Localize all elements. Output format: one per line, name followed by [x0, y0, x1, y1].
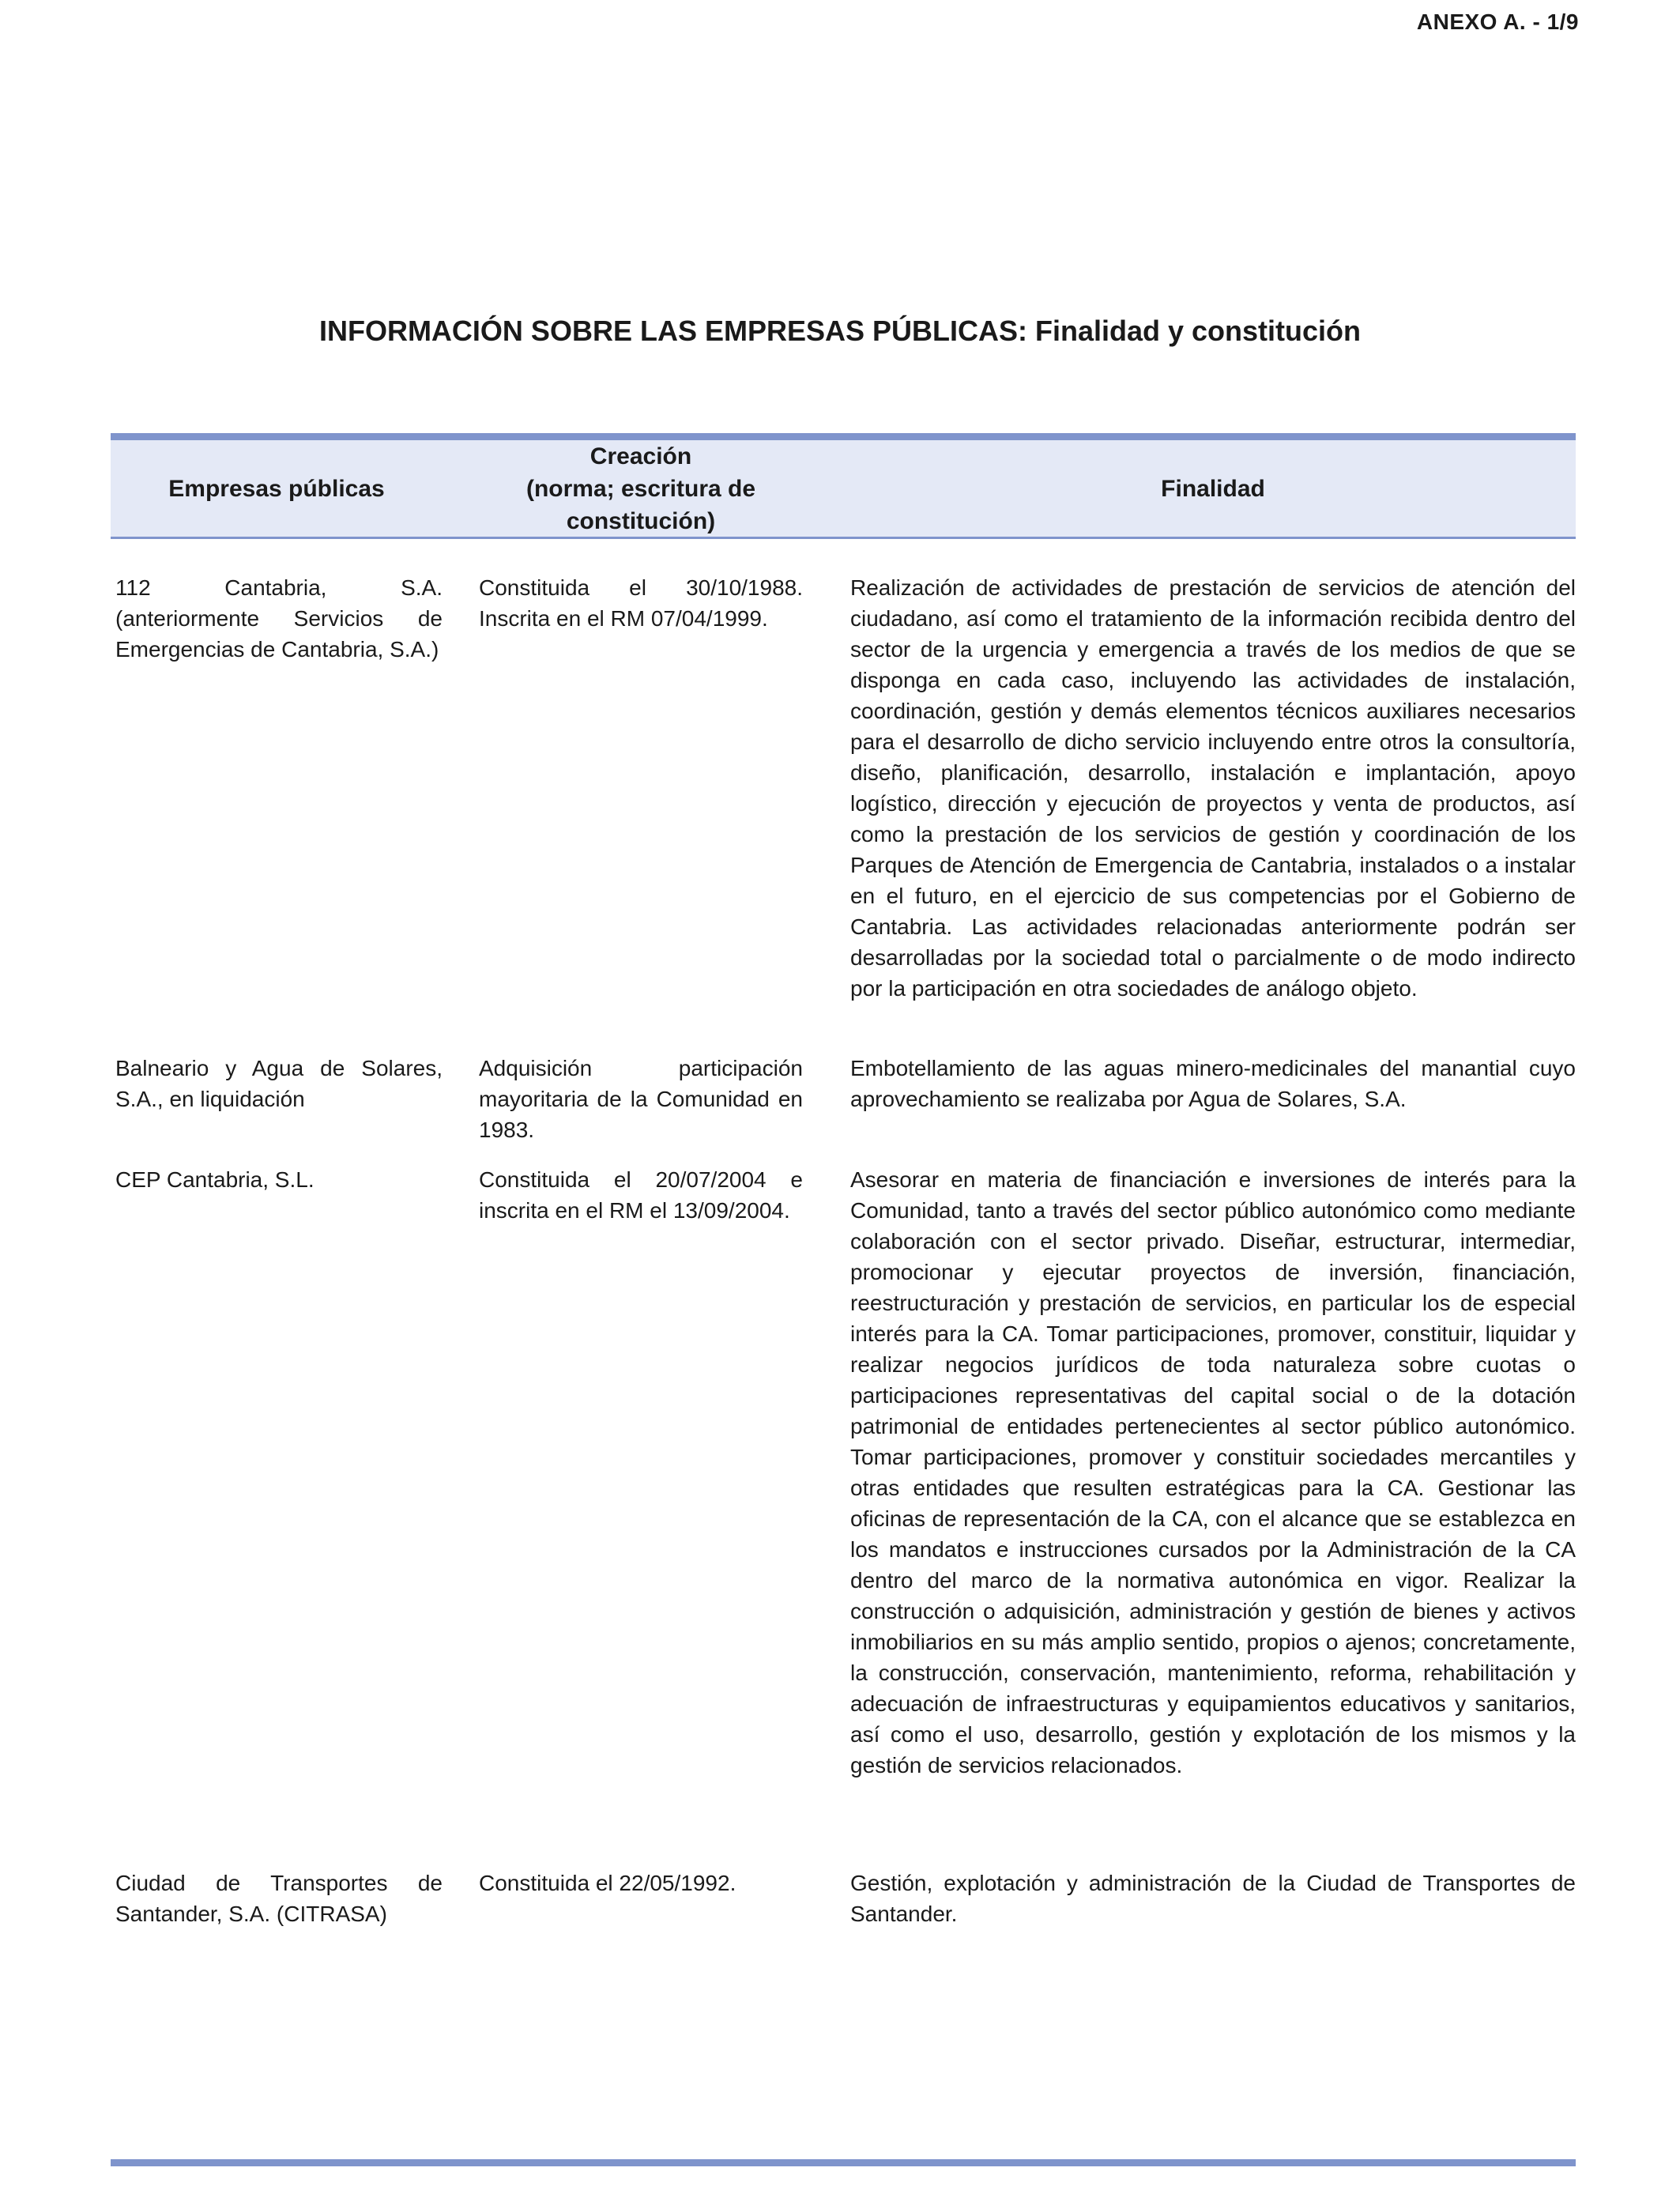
cell-finalidad: Realización de actividades de prestación de servicios de atención del ciudadano, así como el tratamiento de la información recibida dentro del sector de la urgencia y emergencia a través de los medios de que se disponga en cada caso, incluyendo las actividades de instalación, coordinación, gestión y demás elementos técnicos auxiliares necesarios para el desarrollo de dicho servicio incluyendo entre otros la consultoría, diseño, planificación, desarrollo, instalación e implantación, apoyo logístico, dirección y ejecución de proyectos y venta de productos, así como la prestación de los servicios de gestión y coordinación de los Parques de Atención de Emergencia de Cantabria, instalados o a instalar en el futuro, en el ejercicio de sus competencias por el Gobierno de Cantabria. Las actividades relacionadas anteriormente podrán ser desarrolladas por la sociedad total o parcialmente o de modo indirecto por la participación en otra sociedades de análogo objeto. [850, 575, 1576, 1001]
document-title: INFORMACIÓN SOBRE LAS EMPRESAS PÚBLICAS: Finalidad y constitución [318, 315, 1362, 347]
header-creacion-title: Creación [590, 443, 692, 469]
cell-finalidad: Gestión, explotación y administración de la Ciudad de Transportes de Santander. [850, 1871, 1576, 1926]
header-finalidad: Finalidad [1161, 475, 1265, 502]
table-row [111, 572, 1576, 1004]
cell-creacion: Adquisición participación mayoritaria de la Comunidad en 1983. [479, 1056, 803, 1142]
cell-empresa: Balneario y Agua de Solares, S.A., en liquidación [115, 1056, 443, 1111]
header-creacion [479, 440, 803, 537]
cell-empresa: 112 Cantabria, S.A. (anteriormente Servicios de Emergencias de Cantabria, S.A.) [115, 575, 443, 662]
cell-empresa: Ciudad de Transportes de Santander, S.A. (CITRASA) [115, 1871, 443, 1926]
table-row [111, 1053, 1576, 1145]
page-header: ANEXO A. - 1/9 [1416, 9, 1579, 34]
table-header [111, 440, 1576, 539]
table-row [111, 1868, 1576, 1929]
table-body [111, 572, 1576, 1929]
cell-empresa: CEP Cantabria, S.L. [115, 1167, 315, 1192]
companies-table [111, 433, 1576, 1929]
cell-finalidad: Embotellamiento de las aguas minero-medicinales del manantial cuyo aprovechamiento se realizaba por Agua de Solares, S.A. [850, 1056, 1576, 1111]
cell-creacion: Constituida el 22/05/1992. [479, 1871, 736, 1895]
header-empresas: Empresas públicas [168, 475, 385, 502]
table-row [111, 1164, 1576, 1781]
cell-creacion: Constituida el 20/07/2004 e inscrita en el RM el 13/09/2004. [479, 1167, 803, 1223]
header-creacion-subtitle: (norma; escritura de constitución) [525, 475, 756, 534]
table-bottom-rule [111, 2159, 1576, 2166]
table-top-rule [111, 433, 1576, 440]
cell-finalidad: Asesorar en materia de financiación e inversiones de interés para la Comunidad, tanto a través del sector público autonómico como mediante colaboración con el sector privado. Diseñar, estructurar, intermediar, promocionar y ejecutar proyectos de inversión, financiación, reestructuración y prestación de servicios, en particular los de especial interés para la CA. Tomar participaciones, promover, constituir, liquidar y realizar negocios jurídicos de toda naturaleza sobre cuotas o participaciones representativas del capital social o de la dotación patrimonial de entidades pertenecientes al sector público autonómico. Tomar participaciones, promover y constituir sociedades mercantiles y otras entidades que resulten estratégicas para la CA. Gestionar las oficinas de representación de la CA, con el alcance que se establezca en los mandatos e instrucciones cursados por la Administración de la CA dentro del marco de la normativa autonómica en vigor. Realizar la construcción o adquisición, administración y gestión de bienes y activos inmobiliarios en su más amplio sentido, propios o ajenos; concretamente, la construcción, conservación, mantenimiento, reforma, rehabilitación y adecuación de infraestructuras y equipamientos educativos y sanitarios, así como el uso, desarrollo, gestión y explotación de los mismos y la gestión de servicios relacionados. [850, 1167, 1576, 1777]
cell-creacion: Constituida el 30/10/1988. Inscrita en el RM 07/04/1999. [479, 575, 803, 631]
